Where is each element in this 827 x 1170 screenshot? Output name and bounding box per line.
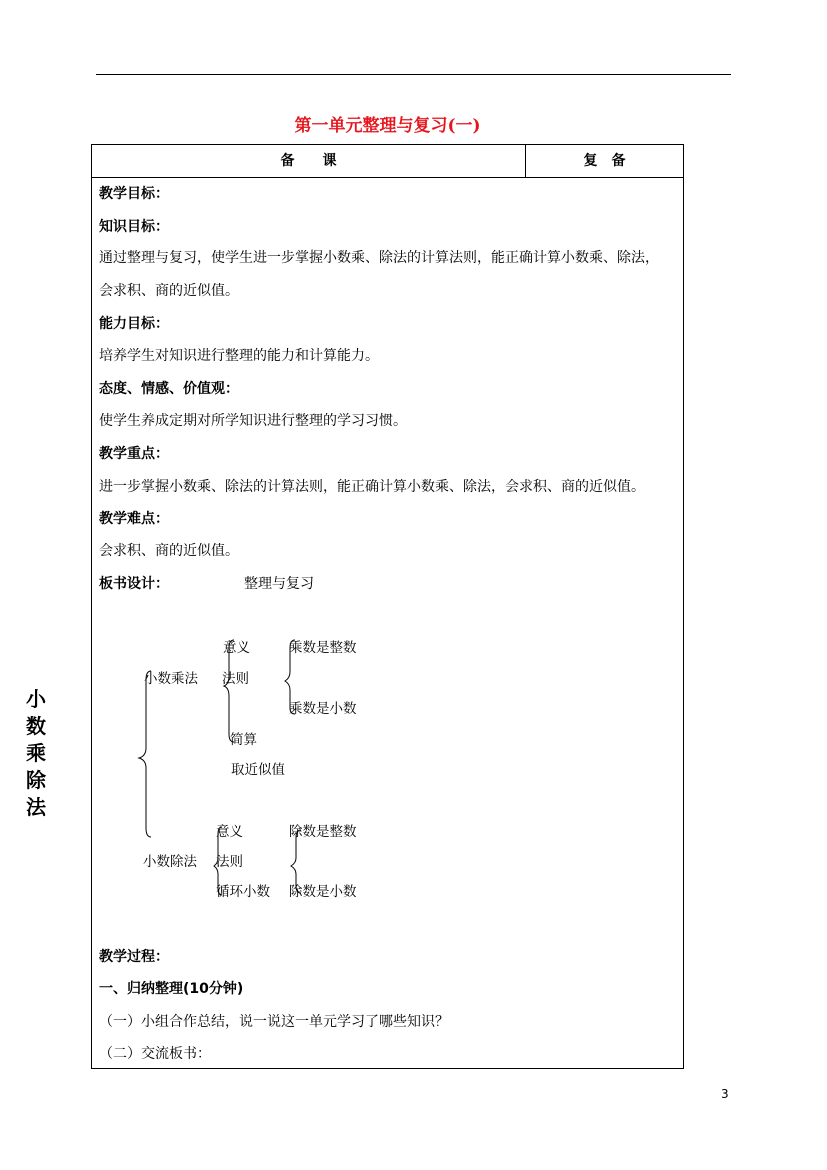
attitude-goal-heading: 态度、情感、价值观： xyxy=(99,381,239,397)
process-heading: 教学过程： xyxy=(99,949,169,965)
key-point-heading: 教学重点： xyxy=(99,446,169,462)
ability-goal-text: 培养学生对知识进行整理的能力和计算能力。 xyxy=(99,348,379,364)
vertical-char: 法 xyxy=(26,795,46,819)
mul-simplify: 简算 xyxy=(230,732,257,748)
knowledge-goal-line-2: 会求积、商的近似值。 xyxy=(99,283,239,299)
process-step-1: （一）小组合作总结，说一说这一单元学习了哪些知识？ xyxy=(99,1014,449,1030)
div-dec-case: 除数是小数 xyxy=(289,884,357,900)
div-int-case: 除数是整数 xyxy=(289,824,357,840)
mul-rule: 法则 xyxy=(222,671,249,687)
board-design-label: 板书设计： xyxy=(99,576,169,592)
process-section-1: 一、归纳整理(10分钟) xyxy=(99,981,244,997)
knowledge-goal-heading: 知识目标： xyxy=(99,219,169,235)
ability-goal-heading: 能力目标： xyxy=(99,316,169,332)
page-number: 3 xyxy=(721,1087,729,1101)
attitude-goal-text: 使学生养成定期对所学知识进行整理的学习习惯。 xyxy=(99,413,407,429)
div-rule: 法则 xyxy=(216,854,243,870)
mul-meaning: 意义 xyxy=(223,640,250,656)
key-point-text: 进一步掌握小数乘、除法的计算法则，能正确计算小数乘、除法，会求积、商的近似值。 xyxy=(99,479,645,495)
vertical-char: 小 xyxy=(26,687,46,711)
process-step-2: （二）交流板书： xyxy=(99,1046,211,1062)
board-heading: 整理与复习 xyxy=(244,576,314,592)
mul-dec-case: 乘数是小数 xyxy=(289,701,357,717)
div-repeat: 循环小数 xyxy=(216,884,270,900)
mul-approx: 取近似值 xyxy=(231,762,285,778)
div-name: 小数除法 xyxy=(143,854,197,870)
knowledge-goal-line-1: 通过整理与复习，使学生进一步掌握小数乘、除法的计算法则，能正确计算小数乘、除法， xyxy=(99,250,659,266)
goal-heading: 教学目标： xyxy=(99,186,169,202)
mul-int-case: 乘数是整数 xyxy=(289,640,357,656)
difficulty-text: 会求积、商的近似值。 xyxy=(99,543,239,559)
header-prep: 备 课 xyxy=(280,153,337,169)
vertical-char: 数 xyxy=(26,714,46,738)
div-meaning: 意义 xyxy=(216,824,243,840)
mul-name: 小数乘法 xyxy=(144,671,198,687)
difficulty-heading: 教学难点： xyxy=(99,511,169,527)
vertical-char: 乘 xyxy=(26,741,46,765)
header-review: 复 备 xyxy=(583,153,626,169)
vertical-char: 除 xyxy=(26,768,46,792)
page-title: 第一单元整理与复习(一) xyxy=(294,116,481,136)
